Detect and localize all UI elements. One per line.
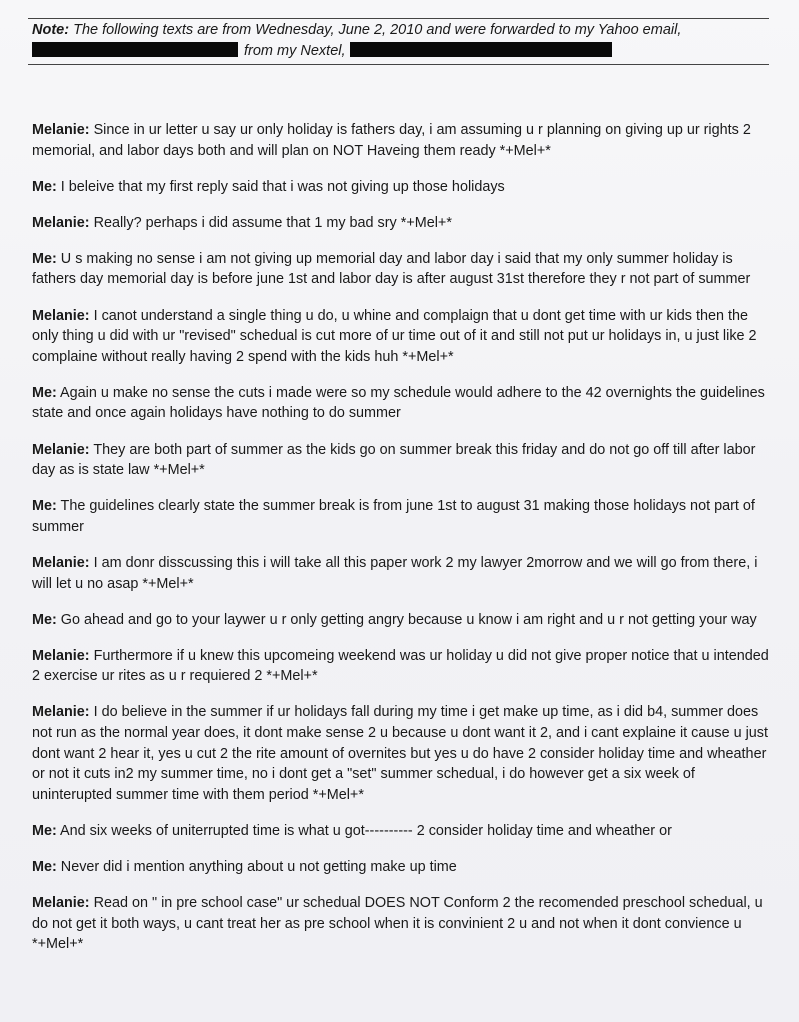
- message-entry: [32, 213, 772, 234]
- note-label: Note:: [32, 22, 70, 38]
- message-text: Never did i mention anything about u not getting make up time: [60, 858, 457, 875]
- message-entry: [32, 120, 772, 161]
- message-text: I canot understand a single thing u do, u whine and complaign that u dont get time with ur kids then the only thing u did with ur "revised" schedual is cut more of ur time out of it and still not put ur holidays in, u just like 2 complaine without really having 2 spend with the kids huh *+Mel+*: [32, 307, 757, 365]
- message-speaker: Me:: [32, 250, 57, 267]
- note-header: [32, 20, 772, 59]
- message-entry: [32, 177, 772, 198]
- message-entry: [32, 440, 772, 481]
- message-text: They are both part of summer as the kids go on summer break this friday and do not go off till after labor day as is state law *+Mel+*: [32, 441, 756, 479]
- message-speaker: Me:: [32, 822, 57, 839]
- message-text: Furthermore if u knew this upcomeing weekend was ur holiday u did not give proper notice that u intended 2 exercise ur rites as u r requiered 2 *+Mel+*: [32, 647, 769, 685]
- note-line-2: from my Nextel,: [244, 43, 346, 59]
- message-text: I do believe in the summer if ur holidays fall during my time i get make up time, as i did b4, summer does not run as the normal year does, it dont make sense 2 u because u dont want it 2, and i cant explaine it cause u just dont want 2 hear it, yes u cut 2 the rite amount of overnites but yes u do have 2 consider holiday time and wheather or not it cuts in2 my summer time, no i dont get a "set" summer schedual, i do however get a six week of uninterupted summer time with them period *+Mel+*: [32, 704, 768, 803]
- message-text: Go ahead and go to your laywer u r only getting angry because u know i am right and u r not getting your way: [60, 611, 757, 628]
- message-entry: [32, 610, 772, 631]
- redaction-bar: [350, 42, 612, 57]
- note-line-2-row: [32, 41, 612, 62]
- message-entry: [32, 383, 772, 424]
- message-entry: [32, 857, 772, 878]
- message-speaker: Melanie:: [32, 647, 90, 664]
- message-speaker: Melanie:: [32, 704, 90, 721]
- message-speaker: Melanie:: [32, 122, 90, 138]
- redaction-bar: [32, 42, 238, 57]
- message-entry: [32, 496, 772, 537]
- message-list: [32, 120, 772, 970]
- message-text: U s making no sense i am not giving up memorial day and labor day i said that my only summer holiday is fathers day memorial day is before june 1st and labor day is after august 31st therefore they r not part of summer: [32, 250, 751, 288]
- message-entry: [32, 249, 772, 290]
- message-entry: [32, 893, 772, 955]
- message-speaker: Melanie:: [32, 895, 90, 912]
- message-entry: [32, 821, 772, 842]
- message-entry: [32, 553, 772, 594]
- message-text: And six weeks of uniterrupted time is what u got---------- 2 consider holiday time and wheather or: [60, 822, 672, 839]
- note-line-1: The following texts are from Wednesday, June 2, 2010 and were forwarded to my Yahoo email,: [73, 22, 682, 38]
- message-speaker: Melanie:: [32, 214, 90, 231]
- message-text: I am donr disscussing this i will take all this paper work 2 my lawyer 2morrow and we will go from there, i will let u no asap *+Mel+*: [32, 554, 758, 592]
- message-text: Again u make no sense the cuts i made were so my schedule would adhere to the 42 overnights the guidelines state and once again holidays have nothing to do summer: [32, 384, 765, 422]
- message-speaker: Melanie:: [32, 307, 90, 324]
- message-entry: [32, 646, 772, 687]
- message-text: Read on " in pre school case" ur schedual DOES NOT Conform 2 the recomended preschool schedual, u do not get it both ways, u cant treat her as pre school when it is convinient 2 u and not when it dont convience u *+Mel+*: [32, 895, 763, 953]
- message-text: The guidelines clearly state the summer break is from june 1st to august 31 making those holidays not part of summer: [32, 498, 755, 535]
- message-text: Really? perhaps i did assume that 1 my bad sry *+Mel+*: [93, 214, 452, 231]
- message-text: Since in ur letter u say ur only holiday is fathers day, i am assuming u r planning on giving up ur rights 2 memorial, and labor days both and will plan on NOT Haveing them ready *+Mel+*: [32, 122, 751, 159]
- message-speaker: Me:: [32, 611, 57, 628]
- message-speaker: Melanie:: [32, 554, 90, 571]
- message-entry: [32, 702, 772, 805]
- message-entry: [32, 306, 772, 368]
- message-text: I beleive that my first reply said that i was not giving up those holidays: [60, 178, 505, 195]
- message-speaker: Me:: [32, 178, 57, 195]
- message-speaker: Me:: [32, 858, 57, 875]
- top-rule: [28, 18, 769, 19]
- message-speaker: Me:: [32, 384, 57, 401]
- message-speaker: Me:: [32, 498, 57, 515]
- header-rule: [28, 64, 769, 65]
- message-speaker: Melanie:: [32, 441, 90, 458]
